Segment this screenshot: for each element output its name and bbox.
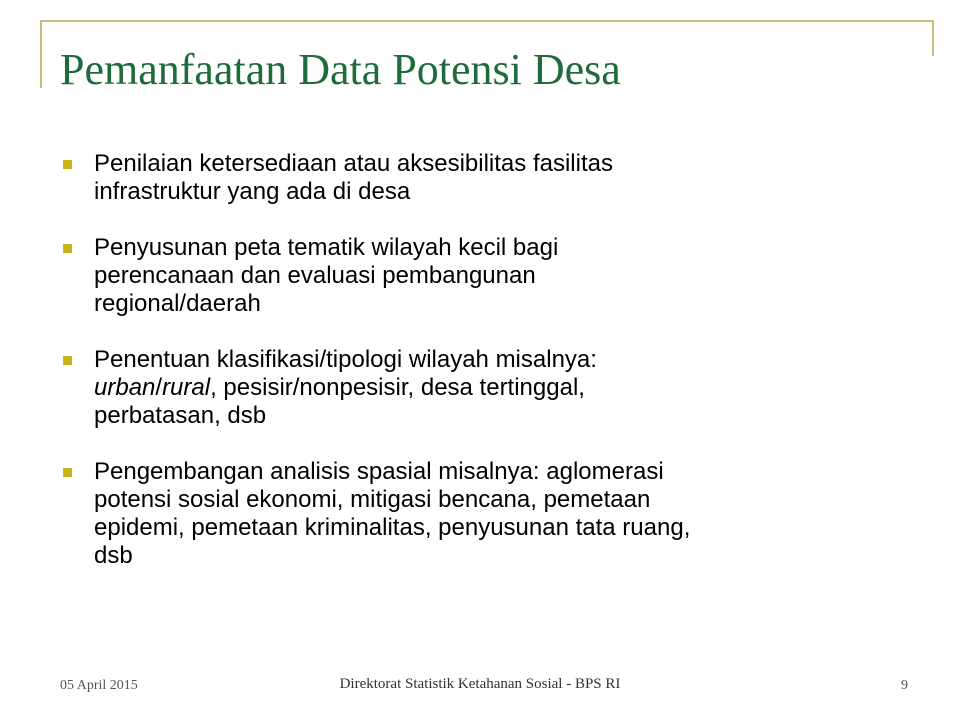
page-number: 9 bbox=[901, 678, 908, 693]
square-bullet-icon bbox=[63, 468, 72, 477]
square-bullet-icon bbox=[63, 160, 72, 169]
frame-right-line bbox=[932, 20, 934, 56]
bullet-item bbox=[60, 234, 930, 318]
bullet-text: / bbox=[155, 374, 163, 401]
bullet-line: infrastruktur yang ada di desa bbox=[94, 178, 411, 205]
footer-organization: Direktorat Statistik Ketahanan Sosial - BPS RI bbox=[339, 676, 621, 692]
bullet-item bbox=[60, 458, 930, 570]
bullet-item bbox=[60, 346, 930, 430]
bullet-list bbox=[60, 150, 930, 570]
bullet-line: perencanaan dan evaluasi pembangunan bbox=[94, 262, 536, 289]
footer-date: 05 April 2015 bbox=[60, 678, 138, 693]
bullet-italic-term: urban bbox=[94, 374, 156, 401]
bullet-line: Penilaian ketersediaan atau aksesibilitas fasilitas bbox=[94, 150, 613, 177]
frame-left-line bbox=[40, 20, 42, 88]
square-bullet-icon bbox=[63, 356, 72, 365]
bullet-line: Penyusunan peta tematik wilayah kecil bagi bbox=[94, 234, 559, 261]
square-bullet-icon bbox=[63, 244, 72, 253]
bullet-italic-term: rural bbox=[162, 374, 211, 401]
bullet-line: perbatasan, dsb bbox=[94, 402, 267, 429]
bullet-line: Penentuan klasifikasi/tipologi wilayah misalnya: bbox=[94, 346, 597, 373]
bullet-line: potensi sosial ekonomi, mitigasi bencana, pemetaan bbox=[94, 486, 651, 513]
bullet-line: Pengembangan analisis spasial misalnya: aglomerasi bbox=[94, 458, 664, 485]
slide-title: Pemanfaatan Data Potensi Desa bbox=[60, 45, 621, 94]
bullet-line: dsb bbox=[94, 542, 133, 569]
bullet-line: regional/daerah bbox=[94, 290, 261, 317]
bullet-item bbox=[60, 150, 930, 206]
bullet-line: epidemi, pemetaan kriminalitas, penyusunan tata ruang, bbox=[94, 514, 691, 541]
frame-top-line bbox=[40, 20, 934, 22]
bullet-text: , pesisir/nonpesisir, desa tertinggal, bbox=[210, 374, 585, 401]
